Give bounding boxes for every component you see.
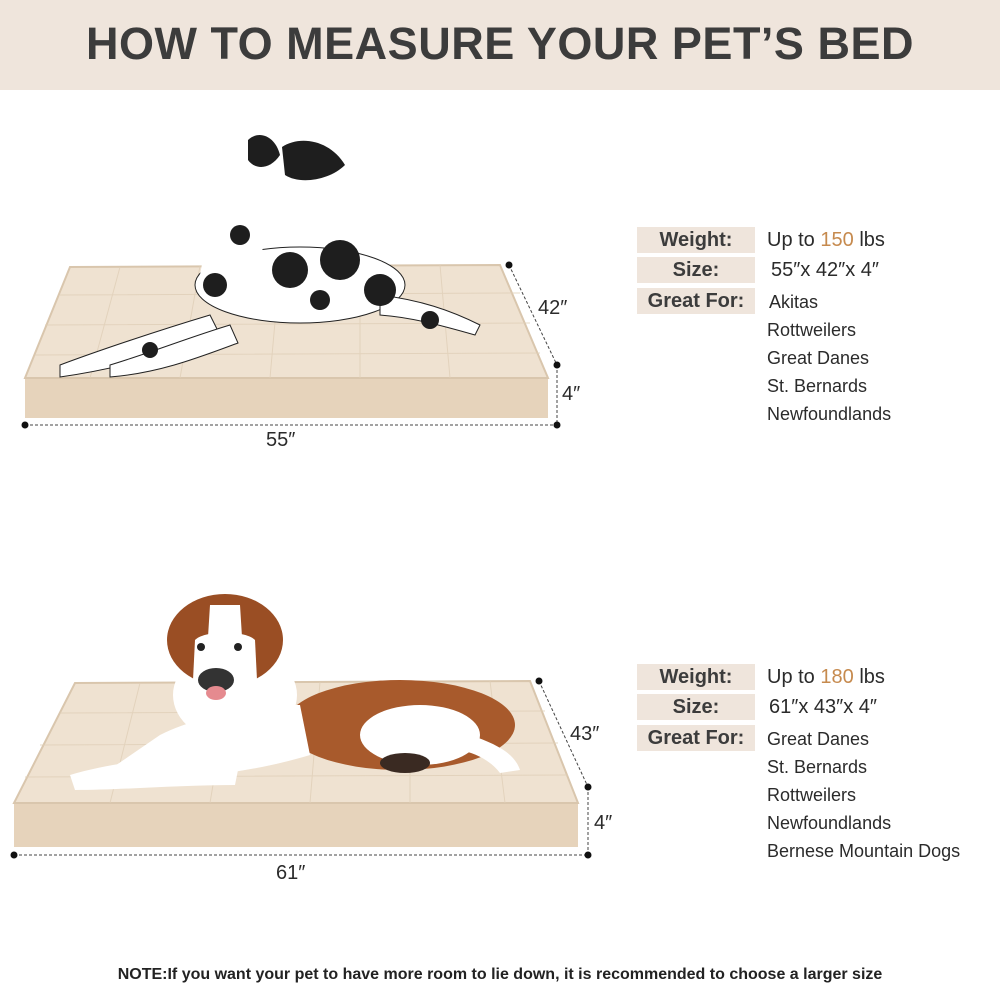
- size-value: 55″x 42″x 4″: [771, 259, 879, 281]
- bed-length-label: 61″: [276, 862, 306, 884]
- spec-panel-2: [637, 664, 1000, 874]
- weight-label: Weight:: [637, 227, 755, 253]
- bed-width-label: 42″: [538, 297, 568, 319]
- pet-bed-image: [25, 378, 548, 418]
- great-for-label: Great For:: [637, 288, 755, 314]
- weight-value: Up to 180 lbs: [767, 666, 885, 688]
- page-title: HOW TO MEASURE YOUR PET’S BED: [86, 18, 914, 69]
- breed-item: Akitas: [769, 292, 819, 312]
- great-for-label: Great For:: [637, 725, 755, 751]
- bed-height-label: 4″: [594, 812, 613, 834]
- breed-item: Great Danes: [767, 348, 870, 368]
- breed-item: Rottweilers: [767, 320, 857, 340]
- bed-length-label: 55″: [266, 429, 296, 451]
- size-value: 61″x 43″x 4″: [769, 696, 877, 718]
- breed-item: Newfoundlands: [767, 404, 892, 424]
- spec-panel-1: [637, 227, 1000, 427]
- bed-height-label: 4″: [562, 383, 581, 405]
- bed-width-label: 43″: [570, 723, 600, 745]
- header-banner: [0, 0, 1000, 90]
- breed-item: Rottweilers: [767, 785, 857, 805]
- bed-illustration-1: [0, 125, 600, 455]
- breed-item: St. Bernards: [767, 757, 868, 777]
- size-label: Size:: [637, 694, 755, 720]
- bed-scene-2: [0, 585, 613, 915]
- pet-bed-image: [14, 803, 578, 847]
- weight-value: Up to 150 lbs: [767, 229, 885, 251]
- note-text: NOTE:If you want your pet to have more room to lie down, it is recommended to choose a larger size: [117, 966, 883, 983]
- bed-scene-1: [0, 125, 600, 455]
- breed-item: Great Danes: [767, 729, 870, 749]
- breed-item: Newfoundlands: [767, 813, 892, 833]
- breed-item: Bernese Mountain Dogs: [767, 841, 961, 861]
- weight-label: Weight:: [637, 664, 755, 690]
- breed-item: St. Bernards: [767, 376, 868, 396]
- size-label: Size:: [637, 257, 755, 283]
